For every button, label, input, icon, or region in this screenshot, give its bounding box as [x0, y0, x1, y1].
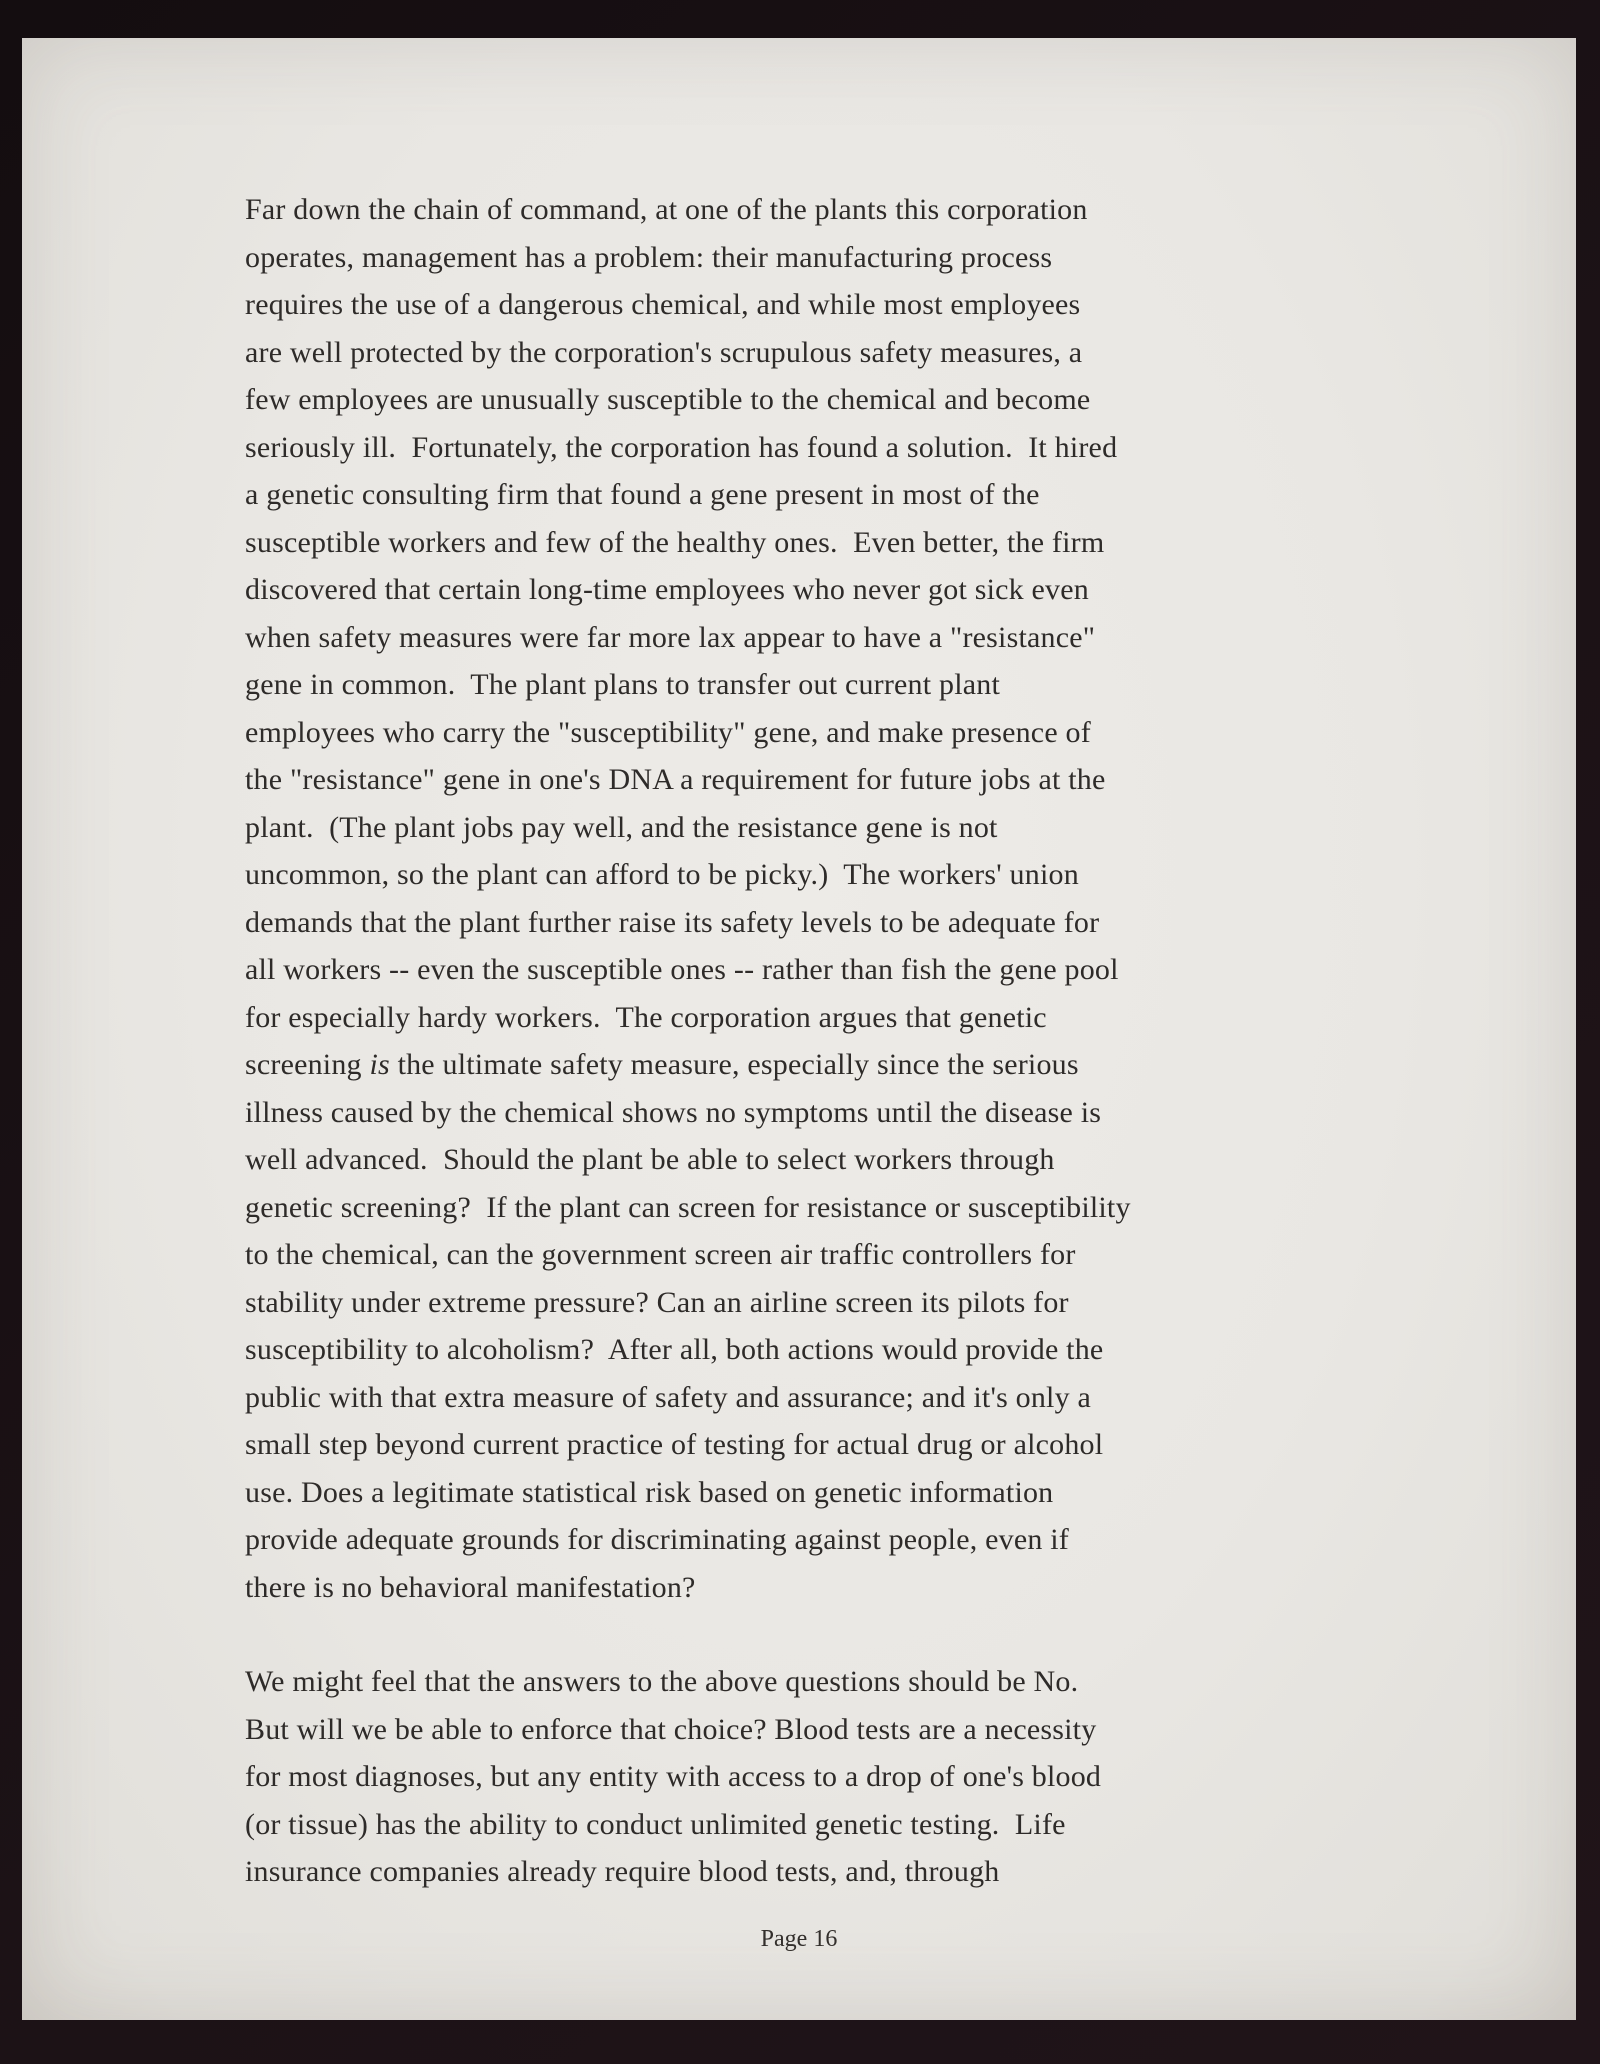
text-segment: to the chemical, can the government screen air traffic controllers for: [245, 1238, 1076, 1271]
text-segment: the ultimate safety measure, especially since the serious: [389, 1048, 1079, 1081]
text-segment: for most diagnoses, but any entity with access to a drop of one's blood: [245, 1760, 1102, 1793]
text-line: [245, 376, 1350, 424]
text-segment: Far down the chain of command, at one of the plants this corporation: [245, 193, 1088, 226]
page-text: [245, 186, 1350, 1896]
paragraph-1: [245, 186, 1350, 1611]
text-line: [245, 946, 1350, 994]
text-segment: are well protected by the corporation's scrupulous safety measures, a: [245, 335, 1083, 369]
text-line: [245, 1469, 1350, 1517]
text-line: [245, 1516, 1350, 1564]
text-segment: (or tissue) has the ability to conduct unlimited genetic testing. Life: [245, 1807, 1066, 1841]
text-segment: screening: [245, 1048, 370, 1081]
text-segment: all workers -- even the susceptible ones -- rather than fish the gene pool: [245, 953, 1119, 986]
text-line: [245, 186, 1350, 234]
text-line: [245, 1564, 1350, 1612]
text-segment: demands that the plant further raise its safety levels to be adequate for: [245, 905, 1100, 939]
text-segment: well advanced. Should the plant be able to select workers through: [245, 1143, 1055, 1176]
text-segment: employees who carry the "susceptibility" gene, and make presence of: [245, 715, 1091, 749]
text-segment: a genetic consulting firm that found a gene present in most of the: [245, 478, 1040, 511]
italic-text-segment: is: [369, 1048, 390, 1081]
text-segment: But will we be able to enforce that choice? Blood tests are a necessity: [245, 1712, 1097, 1746]
text-segment: there is no behavioral manifestation?: [245, 1570, 696, 1604]
text-segment: few employees are unusually susceptible to the chemical and become: [245, 383, 1091, 416]
text-line: [245, 519, 1350, 567]
text-line: [245, 804, 1350, 852]
text-segment: for especially hardy workers. The corporation argues that genetic: [245, 1000, 1047, 1034]
text-segment: We might feel that the answers to the above questions should be No.: [245, 1665, 1079, 1698]
text-line: [245, 756, 1350, 804]
text-segment: stability under extreme pressure? Can an airline screen its pilots for: [245, 1285, 1069, 1319]
text-line: [245, 329, 1350, 377]
text-segment: gene in common. The plant plans to transfer out current plant: [245, 668, 1000, 701]
text-segment: use. Does a legitimate statistical risk based on genetic information: [245, 1475, 1054, 1509]
text-segment: genetic screening? If the plant can screen for resistance or susceptibility: [245, 1190, 1131, 1224]
text-segment: illness caused by the chemical shows no symptoms until the disease is: [245, 1095, 1102, 1129]
text-line: [245, 1374, 1350, 1422]
text-segment: the "resistance" gene in one's DNA a requirement for future jobs at the: [245, 763, 1106, 796]
text-segment: when safety measures were far more lax appear to have a "resistance": [245, 620, 1096, 654]
text-line: [245, 424, 1350, 472]
text-segment: public with that extra measure of safety and assurance; and it's only a: [245, 1380, 1091, 1414]
paragraph-2: [245, 1658, 1350, 1896]
text-line: [245, 1658, 1350, 1706]
text-segment: operates, management has a problem: their manufacturing process: [245, 240, 1053, 274]
text-line: [245, 234, 1350, 282]
text-line: [245, 1089, 1350, 1137]
text-line: [245, 661, 1350, 709]
text-line: [245, 566, 1350, 614]
text-segment: insurance companies already require blood tests, and, through: [245, 1855, 1000, 1888]
text-line: [245, 1326, 1350, 1374]
text-line: [245, 1706, 1350, 1754]
text-line: [245, 1231, 1350, 1279]
text-segment: seriously ill. Fortunately, the corporation has found a solution. It hired: [245, 430, 1118, 464]
text-line: [245, 994, 1350, 1042]
text-line: [245, 1041, 1350, 1089]
text-line: [245, 851, 1350, 899]
text-line: [245, 471, 1350, 519]
text-line: [245, 1136, 1350, 1184]
scanned-page: [22, 38, 1576, 2020]
page-number: Page 16: [760, 1926, 838, 1952]
text-line: [245, 1184, 1350, 1232]
text-segment: uncommon, so the plant can afford to be picky.) The workers' union: [245, 858, 1079, 891]
text-segment: small step beyond current practice of testing for actual drug or alcohol: [245, 1428, 1104, 1461]
text-line: [245, 1279, 1350, 1327]
text-segment: plant. (The plant jobs pay well, and the resistance gene is not: [245, 810, 998, 844]
text-line: [245, 1421, 1350, 1469]
text-line: [245, 281, 1350, 329]
text-line: [245, 1848, 1350, 1896]
text-line: [245, 614, 1350, 662]
text-segment: requires the use of a dangerous chemical, and while most employees: [245, 288, 1081, 321]
text-segment: discovered that certain long-time employees who never got sick even: [245, 573, 1089, 606]
text-segment: susceptibility to alcoholism? After all, both actions would provide the: [245, 1333, 1104, 1366]
text-segment: provide adequate grounds for discriminating against people, even if: [245, 1523, 1069, 1556]
text-line: [245, 1801, 1350, 1849]
text-line: [245, 709, 1350, 757]
text-segment: susceptible workers and few of the healthy ones. Even better, the firm: [245, 525, 1105, 559]
text-line: [245, 1753, 1350, 1801]
text-line: [245, 899, 1350, 947]
